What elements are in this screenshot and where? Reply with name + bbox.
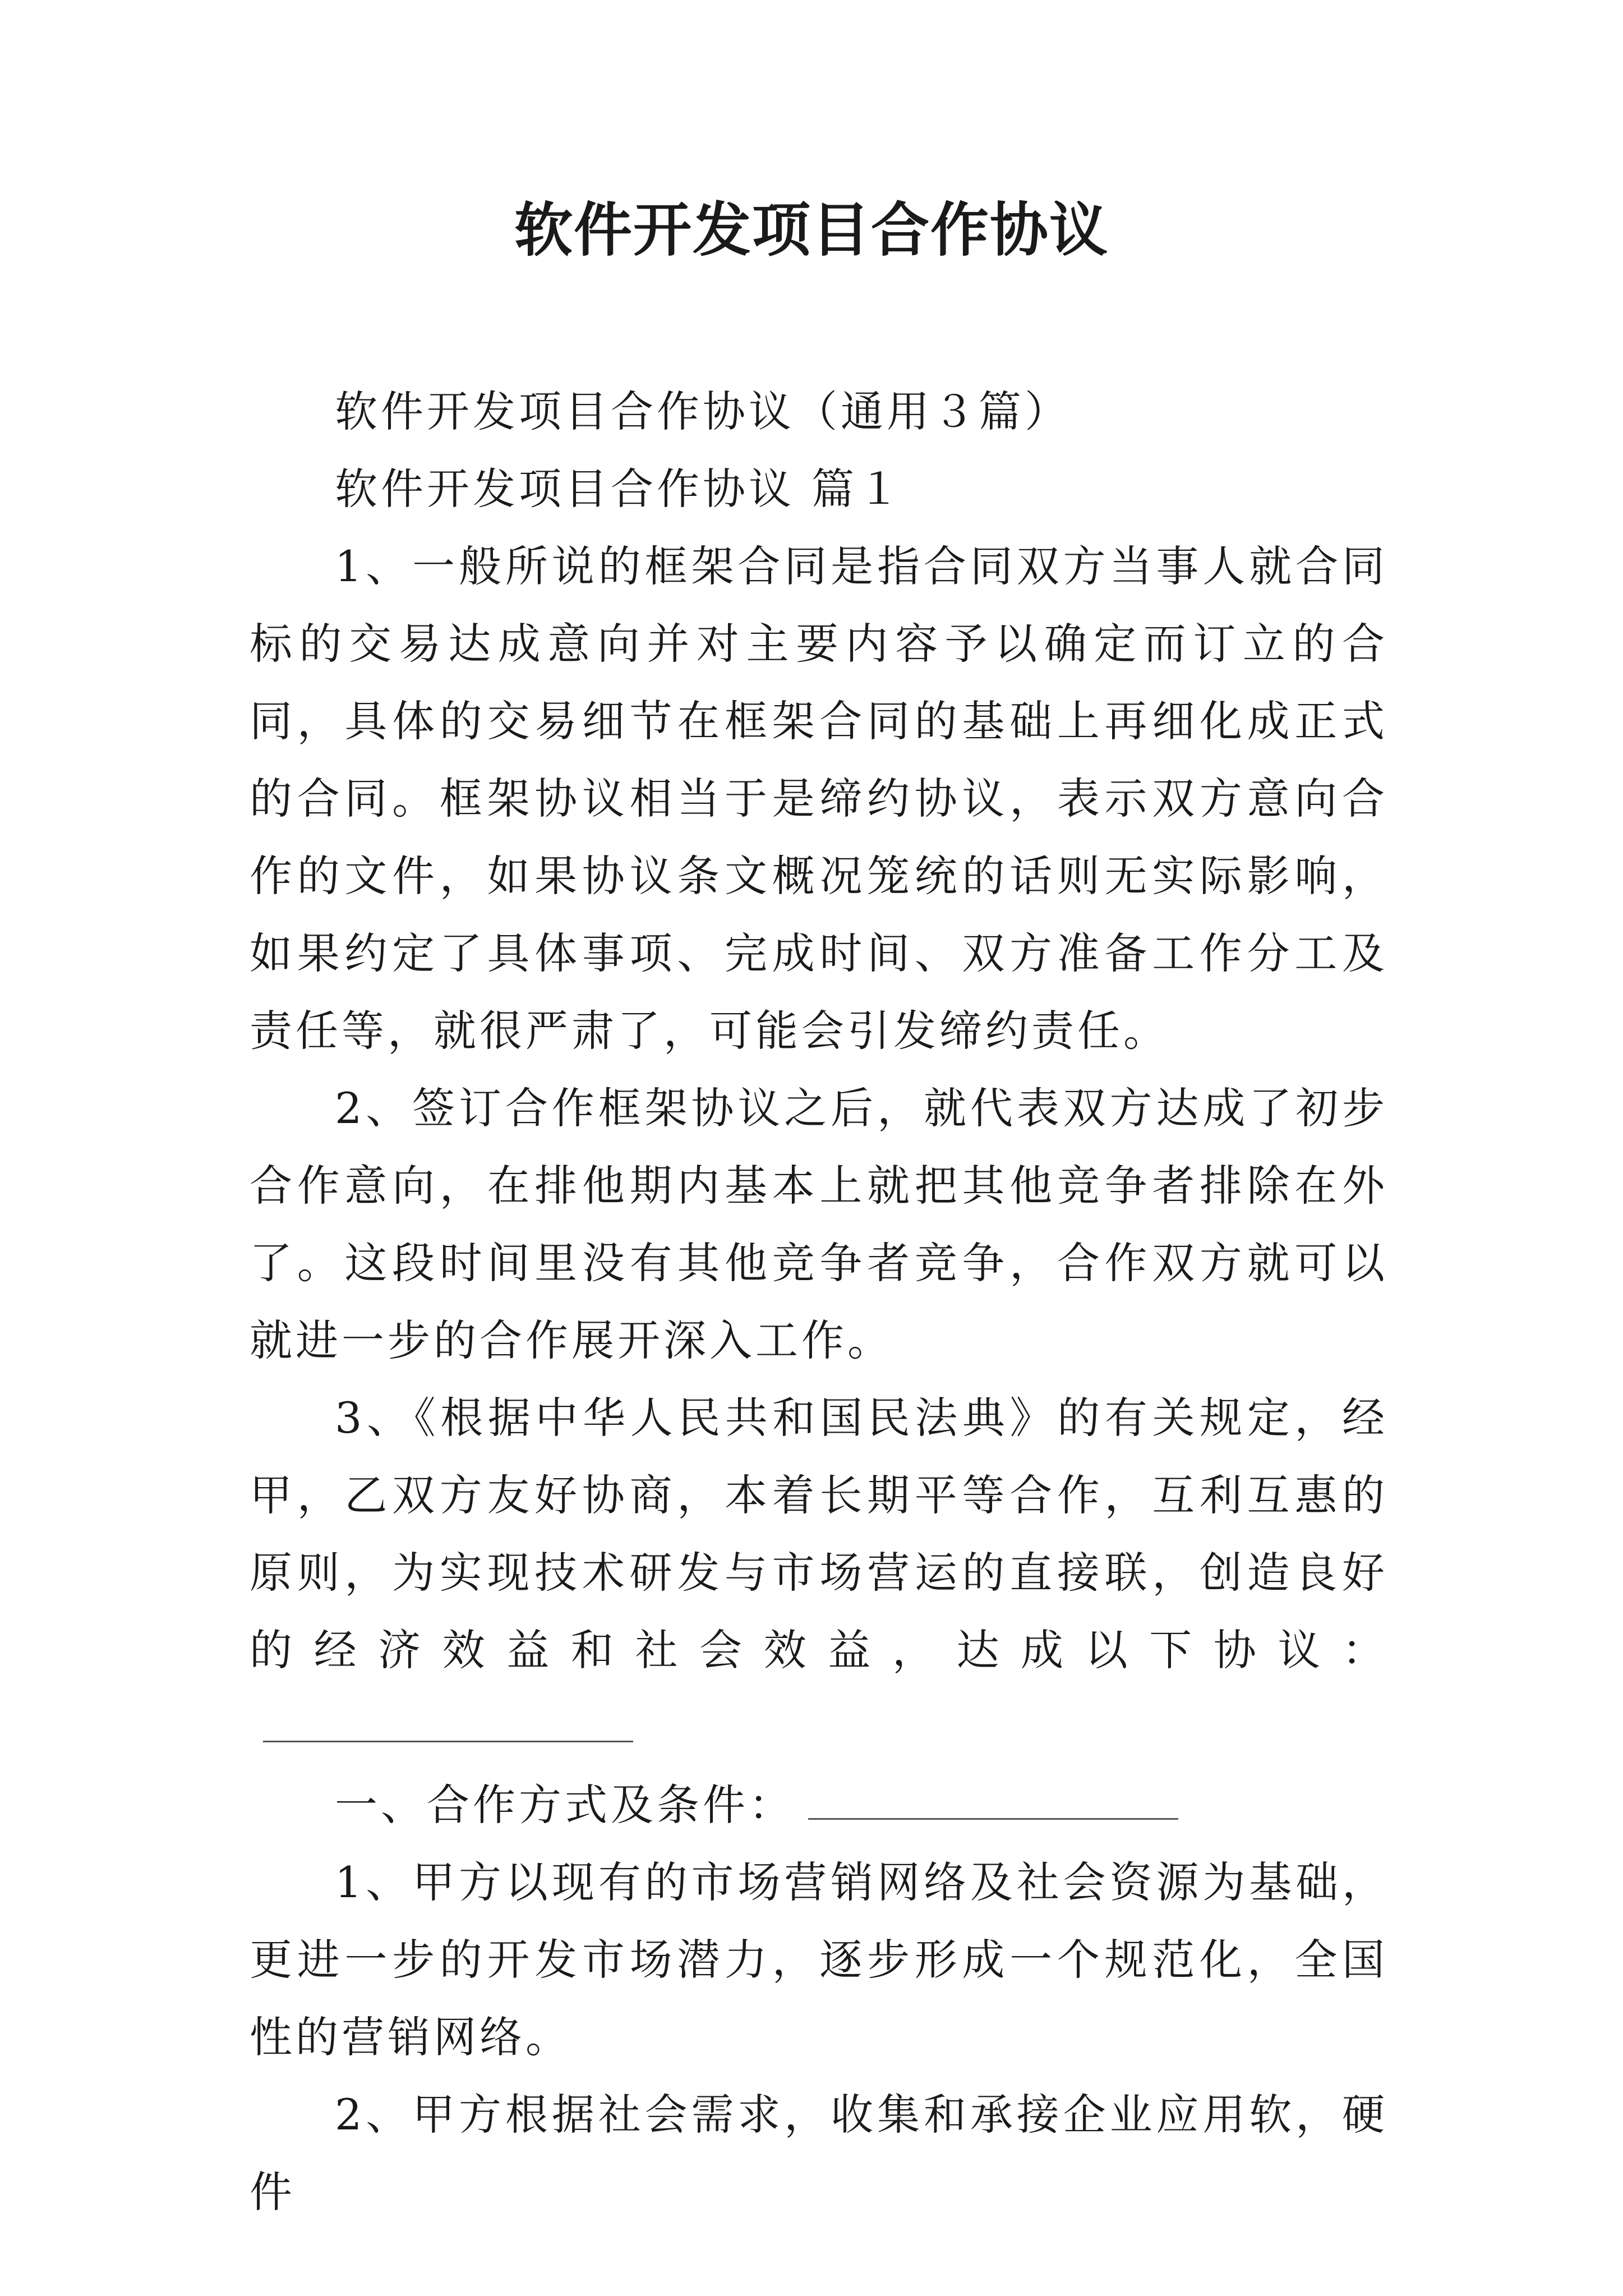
document-subtitle: 软件开发项目合作协议（通用３篇）: [335, 386, 1071, 436]
document-title: 软件开发项目合作协议: [514, 196, 1109, 264]
fill-in-blank-line: [808, 1784, 1178, 1820]
paragraph-4-text: 一、合作方式及条件：: [335, 1780, 795, 1830]
paragraph-4: [250, 1766, 1388, 1844]
paragraph-1: 1、一般所说的框架合同是指合同双方当事人就合同标的交易达成意向并对主要内容予以确定而订立的合同，具体的交易细节在框架合同的基础上再细化成正式的合同。框架协议相当于是缔约协议，表示双方意向合作的文件，如果协议条文概况笼统的话则无实际影响，如果约定了具体事项、完成时间、双方准备工作分工及责任等，就很严肃了，可能会引发缔约责任。: [250, 541, 1388, 1056]
section-heading: 软件开发项目合作协议 篇１: [335, 464, 904, 514]
paragraph-2: 2、签订合作框架协议之后，就代表双方达成了初步合作意向，在排他期内基本上就把其他竞争者排除在外了。这段时间里没有其他竞争者竞争，合作双方就可以就进一步的合作展开深入工作。: [250, 1083, 1388, 1365]
document-body: [250, 373, 1388, 2231]
paragraph-6: 2、甲方根据社会需求，收集和承接企业应用软，硬件: [250, 2090, 1388, 2217]
fill-in-blank-line: [263, 1707, 633, 1742]
paragraph-3-text: 3、《根据中华人民共和国民法典》的有关规定，经甲，乙双方友好协商，本着长期平等合作，互利互惠的原则，为实现技术研发与市场营运的直接联，创造良好的经济效益和社会效益，达成以下协议：: [250, 1393, 1388, 1675]
paragraph-3: [250, 1379, 1388, 1766]
paragraph-5: 1、甲方以现有的市场营销网络及社会资源为基础，更进一步的开发市场潜力，逐步形成一个规范化，全国性的营销网络。: [250, 1857, 1388, 2062]
